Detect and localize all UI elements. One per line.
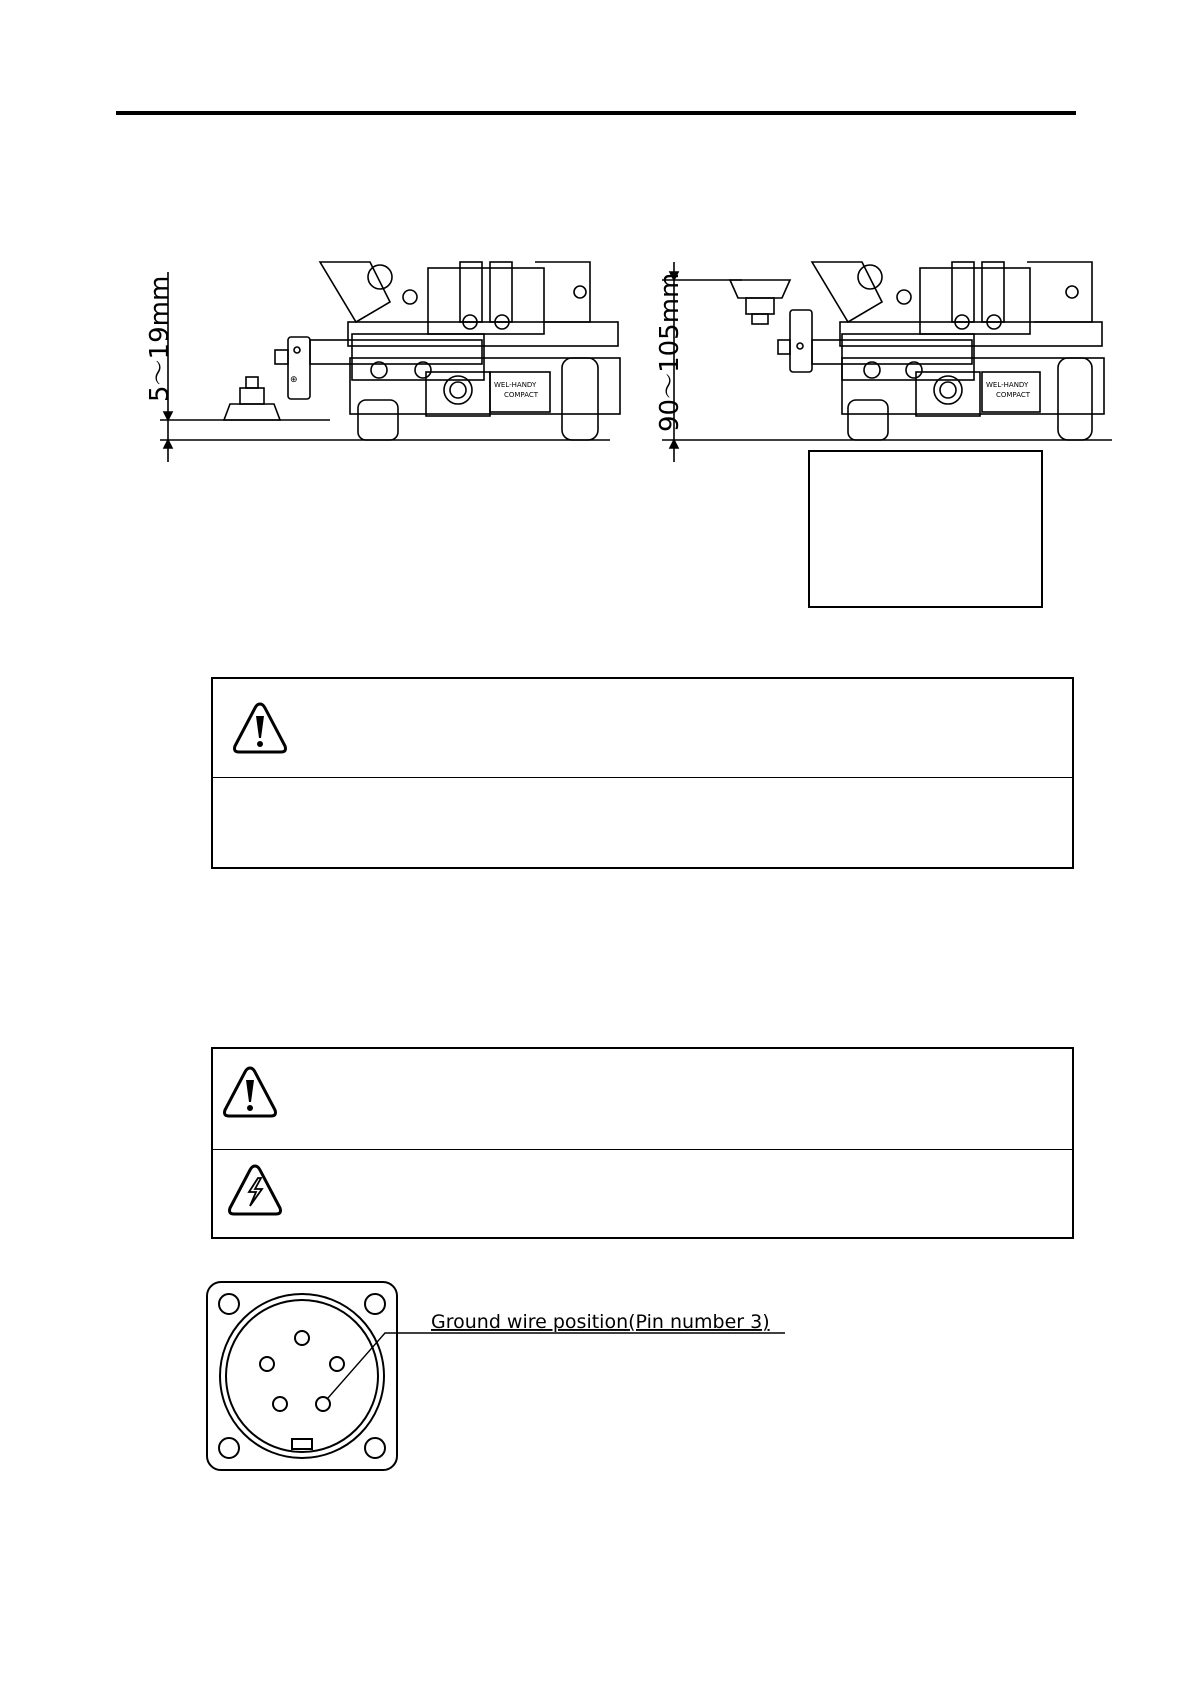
pin <box>273 1397 287 1411</box>
electric-shock-triangle-icon <box>225 1162 285 1218</box>
connector-flange <box>207 1282 397 1470</box>
caution-box-1 <box>211 677 1074 869</box>
header-rule <box>116 111 1076 115</box>
dimension-label-right <box>648 262 688 442</box>
figure-right-carriage-drawing <box>652 262 1122 462</box>
key-notch <box>292 1439 312 1449</box>
mount-hole <box>365 1438 385 1458</box>
pin <box>330 1357 344 1371</box>
connector-body <box>220 1294 384 1458</box>
mount-hole <box>219 1294 239 1314</box>
caution-triangle-icon <box>230 700 290 756</box>
caution-triangle-icon <box>220 1064 280 1120</box>
mount-hole <box>365 1294 385 1314</box>
pin <box>295 1331 309 1345</box>
svg-text:⊕: ⊕ <box>290 375 298 385</box>
caution-box-2 <box>211 1047 1074 1239</box>
pin <box>260 1357 274 1371</box>
caution-box-1-divider <box>213 777 1072 778</box>
connector-pin-diagram <box>205 1280 805 1472</box>
ground-wire-callout: Ground wire position(Pin number 3) <box>431 1311 770 1333</box>
svg-text:COMPACT: COMPACT <box>504 391 539 399</box>
figure-left-carriage-drawing <box>130 262 630 462</box>
pin-3-ground <box>316 1397 330 1411</box>
dimension-label-left <box>140 262 180 422</box>
caution-box-2-divider <box>213 1149 1072 1150</box>
mount-hole <box>219 1438 239 1458</box>
dimension-text-right: 90～105mm <box>655 272 685 432</box>
svg-text:WEL-HANDY: WEL-HANDY <box>494 381 537 389</box>
svg-text:WEL-HANDY: WEL-HANDY <box>986 381 1029 389</box>
svg-text:COMPACT: COMPACT <box>996 391 1031 399</box>
blank-label-box <box>808 450 1043 608</box>
dimension-text-left: 5～19mm <box>145 275 175 402</box>
